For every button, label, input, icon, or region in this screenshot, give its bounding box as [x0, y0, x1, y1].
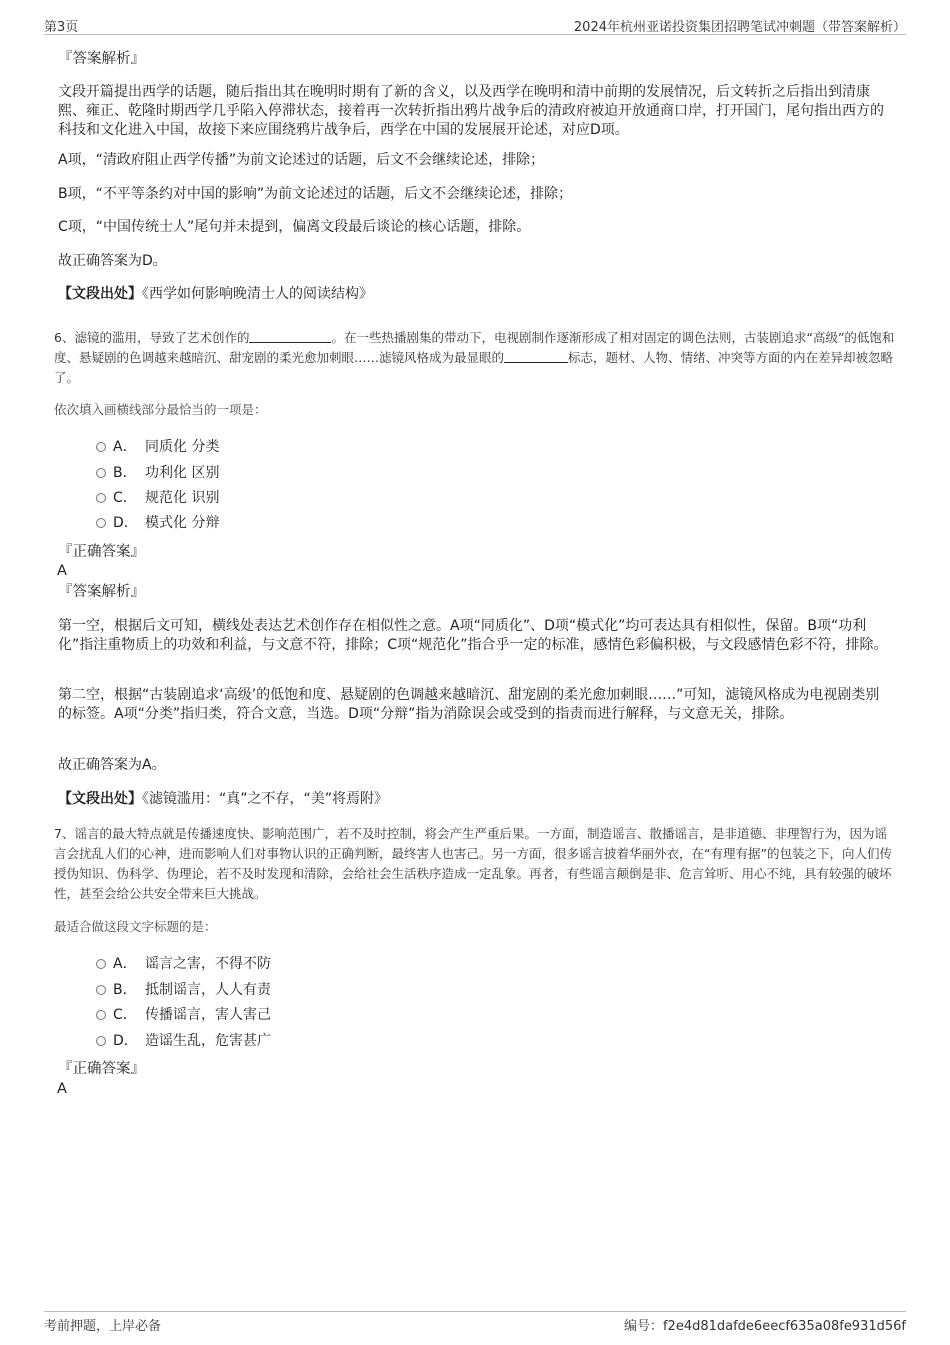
q6-blank-1 — [249, 330, 331, 343]
q7-option-d[interactable]: D． 造谣生乱，危害甚广 — [96, 1031, 271, 1051]
q6-stem-part3: 标志，题材、人物、情绪、冲突等方面的内在差异却被忽略了。 — [54, 350, 894, 385]
q6-analysis-2: 第二空，根据“古装剧追求‘高级’的低饱和度、悬疑剧的色调越来越暗沉、甜宠剧的柔光愈加刺眼……”可知，滤镜风格成为电视剧类别的标签。A项“分类”指归类，符合文意，当选。D项“分辩”指为消除误会或受到的指责而进行解释，与文意无关，排除。 — [58, 687, 880, 722]
q7-option-c[interactable]: C． 传播谣言，害人害己 — [96, 1005, 271, 1025]
q6-option-b[interactable]: B． 功利化 区别 — [96, 463, 219, 483]
radio-icon[interactable] — [96, 468, 106, 478]
document-title: 2024年杭州亚诺投资集团招聘笔试冲刺题（带答案解析） — [573, 20, 906, 35]
q5-option-c-note: C项，“中国传统士人”尾句并未提到，偏离文段最后谈论的核心话题，排除。 — [58, 219, 531, 235]
q6-stem-part2: 。在一些热播剧集的带动下，电视剧制作逐渐形成了相对固定的调色法则，古装剧追求“高级”的低饱和度、悬疑剧的色调越来越暗沉、甜宠剧的柔光愈加刺眼……滤镜风格成为最显眼的 — [54, 330, 895, 365]
radio-icon[interactable] — [96, 493, 106, 503]
q6-option-c[interactable]: C． 规范化 识别 — [96, 488, 219, 508]
q7-option-a[interactable]: A． 谣言之害，不得不防 — [96, 954, 271, 974]
q6-source-label: 【文段出处】 — [58, 791, 142, 807]
document-code: 编号：f2e4d81dafde6eecf635a08fe931d56f — [623, 1319, 906, 1334]
q5-analysis-text: 文段开篇提出西学的话题，随后指出其在晚明时期有了新的含义，以及西学在晚明和清中前期的发展情况，后文转折之后指出到清康熙、雍正、乾隆时期西学几乎陷入停滞状态，接着再一次转折指出鸦片战争后的清政府被迫开放通商口岸，打开国门，尾句指出西方的科技和文化进入中国，故接下来应围绕鸦片战争后，西学在中国的发展展开论述，对应D项。 — [58, 84, 884, 138]
q7-answer-tag: 『正确答案』 — [58, 1061, 145, 1077]
page-number: 第3页 — [44, 20, 79, 35]
footer-slogan: 考前押题，上岸必备 — [44, 1319, 162, 1334]
q5-analysis-tag: 『答案解析』 — [58, 51, 145, 67]
q6-answer-tag: 『正确答案』 — [58, 544, 145, 560]
q6-option-a[interactable]: A． 同质化 分类 — [96, 437, 219, 457]
radio-icon[interactable] — [96, 985, 106, 995]
q5-source-title: 《西学如何影响晚清士人的阅读结构》 — [142, 286, 373, 302]
q6-conclusion: 故正确答案为A。 — [58, 757, 166, 773]
q6-source-title: 《滤镜滥用：“真”之不存，“美”将焉附》 — [142, 791, 389, 807]
q6-ask: 依次填入画横线部分最恰当的一项是： — [54, 402, 267, 417]
q6-stem — [54, 328, 899, 388]
q5-option-b-note: B项，“不平等条约对中国的影响”为前文论述过的话题，后文不会继续论述，排除； — [58, 186, 573, 202]
q7-ask: 最适合做这段文字标题的是： — [54, 919, 217, 934]
page-header — [44, 14, 906, 35]
q6-answer: A — [57, 563, 67, 579]
page-footer — [44, 1311, 906, 1335]
radio-icon[interactable] — [96, 442, 106, 452]
radio-icon[interactable] — [96, 959, 106, 969]
radio-icon[interactable] — [96, 1036, 106, 1046]
q5-source — [58, 285, 892, 304]
q6-stem-part1: 6、滤镜的滥用，导致了艺术创作的 — [54, 330, 250, 345]
q6-analysis-1: 第一空，根据后文可知，横线处表达艺术创作存在相似性之意。A项“同质化”、D项“模式化”均可表达具有相似性，保留。B项“功利化”指注重物质上的功效和利益，与文意不符，排除；C项“规范化”指合乎一定的标准，感情色彩偏积极，与文段感情色彩不符，排除。 — [58, 618, 888, 653]
q5-conclusion: 故正确答案为D。 — [58, 253, 167, 269]
q6-blank-2 — [504, 350, 568, 363]
q6-option-d[interactable]: D． 模式化 分辩 — [96, 513, 219, 533]
q7-stem: 7、谣言的最大特点就是传播速度快、影响范围广，若不及时控制，将会产生严重后果。一方面，制造谣言、散播谣言，是非道德、非理智行为，因为谣言会扰乱人们的心神，进而影响人们对事物认识的正确判断，最终害人也害己。另一方面，很多谣言披着华丽外衣，在“有理有据”的包装之下，向人们传授伪知识、伪科学、伪理论，若不及时发现和清除，会给社会生活秩序造成一定乱象。再者，有些谣言颠倒是非、危言耸听、用心不纯，具有较强的破坏性，甚至会给公共安全带来巨大挑战。 — [54, 826, 892, 901]
q7-option-b[interactable]: B． 抵制谣言，人人有责 — [96, 980, 271, 1000]
radio-icon[interactable] — [96, 1010, 106, 1020]
radio-icon[interactable] — [96, 518, 106, 528]
q5-option-a-note: A项，“清政府阻止西学传播”为前文论述过的话题，后文不会继续论述，排除； — [58, 152, 545, 168]
q6-analysis-tag: 『答案解析』 — [58, 584, 145, 600]
q5-source-label: 【文段出处】 — [58, 286, 142, 302]
q6-source — [58, 790, 892, 809]
q7-answer: A — [57, 1081, 67, 1097]
